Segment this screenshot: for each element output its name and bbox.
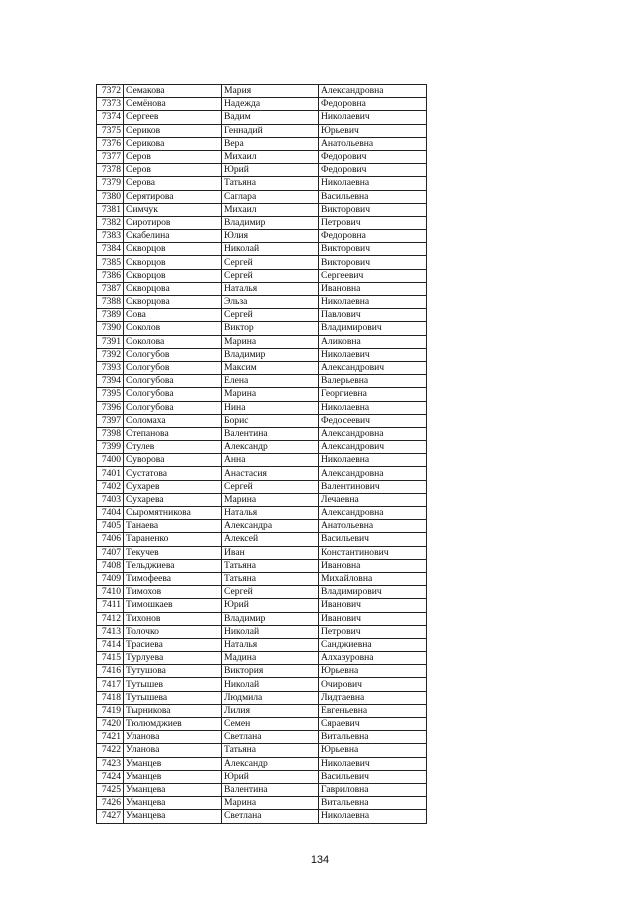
first-name-cell: Максим: [222, 361, 319, 374]
first-name-cell: Людмила: [222, 691, 319, 704]
table-row: [97, 375, 427, 388]
patronymic-cell: Анатольевна: [319, 137, 427, 150]
patronymic-cell: Михайловна: [319, 572, 427, 585]
last-name-cell: Стулев: [124, 441, 222, 454]
last-name-cell: Тырникова: [124, 704, 222, 717]
patronymic-cell: Георгиевна: [319, 388, 427, 401]
first-name-cell: Мария: [222, 85, 319, 98]
first-name-cell: Сергей: [222, 480, 319, 493]
table-row: [97, 507, 427, 520]
row-number-cell: 7425: [97, 783, 124, 796]
first-name-cell: Светлана: [222, 810, 319, 823]
row-number-cell: 7372: [97, 85, 124, 98]
patronymic-cell: Александрович: [319, 361, 427, 374]
row-number-cell: 7417: [97, 678, 124, 691]
first-name-cell: Юрий: [222, 599, 319, 612]
row-number-cell: 7398: [97, 427, 124, 440]
first-name-cell: Марина: [222, 335, 319, 348]
first-name-cell: Владимир: [222, 612, 319, 625]
first-name-cell: Александра: [222, 520, 319, 533]
patronymic-cell: Петрович: [319, 625, 427, 638]
patronymic-cell: Владимирович: [319, 322, 427, 335]
last-name-cell: Турлуева: [124, 652, 222, 665]
patronymic-cell: Петрович: [319, 216, 427, 229]
table-row: [97, 665, 427, 678]
patronymic-cell: Сергеевич: [319, 269, 427, 282]
row-number-cell: 7405: [97, 520, 124, 533]
row-number-cell: 7394: [97, 375, 124, 388]
first-name-cell: Наталья: [222, 638, 319, 651]
last-name-cell: Степанова: [124, 427, 222, 440]
patronymic-cell: Витальевна: [319, 797, 427, 810]
last-name-cell: Суворова: [124, 454, 222, 467]
last-name-cell: Тутышева: [124, 691, 222, 704]
table-row: [97, 203, 427, 216]
patronymic-cell: Витальевна: [319, 731, 427, 744]
last-name-cell: Скворцов: [124, 243, 222, 256]
patronymic-cell: Викторович: [319, 203, 427, 216]
patronymic-cell: Николаевич: [319, 348, 427, 361]
patronymic-cell: Александровна: [319, 507, 427, 520]
patronymic-cell: Евгеньевна: [319, 704, 427, 717]
last-name-cell: Сологубов: [124, 361, 222, 374]
last-name-cell: Уланова: [124, 744, 222, 757]
row-number-cell: 7415: [97, 652, 124, 665]
last-name-cell: Тутышев: [124, 678, 222, 691]
table-row: [97, 625, 427, 638]
first-name-cell: Анастасия: [222, 467, 319, 480]
first-name-cell: Борис: [222, 414, 319, 427]
table-row: [97, 520, 427, 533]
last-name-cell: Сыромятникова: [124, 507, 222, 520]
table-row: [97, 256, 427, 269]
patronymic-cell: Анатольевна: [319, 520, 427, 533]
patronymic-cell: Николаевич: [319, 111, 427, 124]
row-number-cell: 7409: [97, 572, 124, 585]
table-row: [97, 757, 427, 770]
last-name-cell: Соколова: [124, 335, 222, 348]
table-row: [97, 718, 427, 731]
table-row: [97, 427, 427, 440]
row-number-cell: 7388: [97, 296, 124, 309]
row-number-cell: 7407: [97, 546, 124, 559]
first-name-cell: Сергей: [222, 309, 319, 322]
patronymic-cell: Владимирович: [319, 586, 427, 599]
first-name-cell: Марина: [222, 493, 319, 506]
last-name-cell: Трасиева: [124, 638, 222, 651]
table-row: [97, 401, 427, 414]
row-number-cell: 7377: [97, 150, 124, 163]
last-name-cell: Уланова: [124, 731, 222, 744]
first-name-cell: Анна: [222, 454, 319, 467]
patronymic-cell: Ивановна: [319, 282, 427, 295]
row-number-cell: 7413: [97, 625, 124, 638]
first-name-cell: Геннадий: [222, 124, 319, 137]
row-number-cell: 7418: [97, 691, 124, 704]
table-row: [97, 546, 427, 559]
last-name-cell: Соколов: [124, 322, 222, 335]
last-name-cell: Семёнова: [124, 98, 222, 111]
first-name-cell: Николай: [222, 678, 319, 691]
table-row: [97, 691, 427, 704]
first-name-cell: Нина: [222, 401, 319, 414]
table-row: [97, 348, 427, 361]
row-number-cell: 7383: [97, 230, 124, 243]
first-name-cell: Сергей: [222, 269, 319, 282]
row-number-cell: 7402: [97, 480, 124, 493]
patronymic-cell: Александрович: [319, 441, 427, 454]
table-row: [97, 296, 427, 309]
row-number-cell: 7375: [97, 124, 124, 137]
row-number-cell: 7389: [97, 309, 124, 322]
row-number-cell: 7416: [97, 665, 124, 678]
last-name-cell: Сологубова: [124, 388, 222, 401]
patronymic-cell: Юрьевна: [319, 744, 427, 757]
table-row: [97, 783, 427, 796]
patronymic-cell: Ивановна: [319, 559, 427, 572]
last-name-cell: Тимофеева: [124, 572, 222, 585]
table-row: [97, 704, 427, 717]
row-number-cell: 7385: [97, 256, 124, 269]
row-number-cell: 7387: [97, 282, 124, 295]
last-name-cell: Серова: [124, 177, 222, 190]
last-name-cell: Сериков: [124, 124, 222, 137]
first-name-cell: Михаил: [222, 203, 319, 216]
patronymic-cell: Николаевна: [319, 401, 427, 414]
row-number-cell: 7397: [97, 414, 124, 427]
row-number-cell: 7379: [97, 177, 124, 190]
first-name-cell: Елена: [222, 375, 319, 388]
first-name-cell: Надежда: [222, 98, 319, 111]
row-number-cell: 7396: [97, 401, 124, 414]
table-row: [97, 269, 427, 282]
row-number-cell: 7399: [97, 441, 124, 454]
last-name-cell: Тельджиева: [124, 559, 222, 572]
row-number-cell: 7406: [97, 533, 124, 546]
first-name-cell: Марина: [222, 388, 319, 401]
table-row: [97, 322, 427, 335]
last-name-cell: Сергеев: [124, 111, 222, 124]
last-name-cell: Сиротиров: [124, 216, 222, 229]
table-row: [97, 414, 427, 427]
last-name-cell: Тимохов: [124, 586, 222, 599]
table-row: [97, 124, 427, 137]
last-name-cell: Тимошкаев: [124, 599, 222, 612]
table-row: [97, 467, 427, 480]
first-name-cell: Татьяна: [222, 572, 319, 585]
row-number-cell: 7403: [97, 493, 124, 506]
first-name-cell: Мадина: [222, 652, 319, 665]
table-row: [97, 335, 427, 348]
patronymic-cell: Гавриловна: [319, 783, 427, 796]
patronymic-cell: Александровна: [319, 427, 427, 440]
row-number-cell: 7426: [97, 797, 124, 810]
table-row: [97, 137, 427, 150]
patronymic-cell: Николаевна: [319, 177, 427, 190]
row-number-cell: 7373: [97, 98, 124, 111]
table-row: [97, 770, 427, 783]
last-name-cell: Уманцева: [124, 797, 222, 810]
first-name-cell: Эльза: [222, 296, 319, 309]
row-number-cell: 7378: [97, 164, 124, 177]
first-name-cell: Татьяна: [222, 744, 319, 757]
table-row: [97, 309, 427, 322]
patronymic-cell: Федорович: [319, 150, 427, 163]
first-name-cell: Марина: [222, 797, 319, 810]
row-number-cell: 7380: [97, 190, 124, 203]
first-name-cell: Семен: [222, 718, 319, 731]
first-name-cell: Лилия: [222, 704, 319, 717]
row-number-cell: 7414: [97, 638, 124, 651]
first-name-cell: Юрий: [222, 164, 319, 177]
first-name-cell: Валентина: [222, 783, 319, 796]
patronymic-cell: Аликовна: [319, 335, 427, 348]
first-name-cell: Валентина: [222, 427, 319, 440]
patronymic-cell: Очирович: [319, 678, 427, 691]
first-name-cell: Сергей: [222, 586, 319, 599]
last-name-cell: Сологубова: [124, 401, 222, 414]
table-row: [97, 177, 427, 190]
first-name-cell: Николай: [222, 625, 319, 638]
row-number-cell: 7427: [97, 810, 124, 823]
table-row: [97, 810, 427, 823]
row-number-cell: 7400: [97, 454, 124, 467]
row-number-cell: 7423: [97, 757, 124, 770]
last-name-cell: Сологубова: [124, 375, 222, 388]
patronymic-cell: Валерьевна: [319, 375, 427, 388]
table-row: [97, 599, 427, 612]
last-name-cell: Уманцев: [124, 770, 222, 783]
patronymic-cell: Санджиевна: [319, 638, 427, 651]
last-name-cell: Танаева: [124, 520, 222, 533]
patronymic-cell: Николаевна: [319, 296, 427, 309]
patronymic-cell: Александровна: [319, 467, 427, 480]
first-name-cell: Виктор: [222, 322, 319, 335]
table-row: [97, 731, 427, 744]
patronymic-cell: Юрьевна: [319, 665, 427, 678]
table-row: [97, 111, 427, 124]
first-name-cell: Александр: [222, 441, 319, 454]
first-name-cell: Иван: [222, 546, 319, 559]
last-name-cell: Серов: [124, 164, 222, 177]
first-name-cell: Наталья: [222, 507, 319, 520]
row-number-cell: 7392: [97, 348, 124, 361]
patronymic-cell: Лидтаевна: [319, 691, 427, 704]
patronymic-cell: Николаевна: [319, 810, 427, 823]
patronymic-cell: Константинович: [319, 546, 427, 559]
table-row: [97, 388, 427, 401]
patronymic-cell: Алхазуровна: [319, 652, 427, 665]
row-number-cell: 7421: [97, 731, 124, 744]
table-row: [97, 190, 427, 203]
row-number-cell: 7422: [97, 744, 124, 757]
last-name-cell: Серикова: [124, 137, 222, 150]
patronymic-cell: Васильевич: [319, 770, 427, 783]
patronymic-cell: Федорович: [319, 164, 427, 177]
table-row: [97, 586, 427, 599]
table-row: [97, 480, 427, 493]
patronymic-cell: Федоровна: [319, 230, 427, 243]
last-name-cell: Сустатова: [124, 467, 222, 480]
row-number-cell: 7411: [97, 599, 124, 612]
last-name-cell: Тихонов: [124, 612, 222, 625]
table-row: [97, 243, 427, 256]
last-name-cell: Уманцева: [124, 783, 222, 796]
last-name-cell: Семакова: [124, 85, 222, 98]
first-name-cell: Виктория: [222, 665, 319, 678]
last-name-cell: Соломаха: [124, 414, 222, 427]
patronymic-cell: Лечаевна: [319, 493, 427, 506]
last-name-cell: Скворцова: [124, 282, 222, 295]
patronymic-cell: Иванович: [319, 612, 427, 625]
first-name-cell: Алексей: [222, 533, 319, 546]
first-name-cell: Наталья: [222, 282, 319, 295]
first-name-cell: Татьяна: [222, 177, 319, 190]
table-row: [97, 164, 427, 177]
row-number-cell: 7408: [97, 559, 124, 572]
last-name-cell: Сухарева: [124, 493, 222, 506]
row-number-cell: 7386: [97, 269, 124, 282]
page-number: 134: [310, 854, 330, 866]
patronymic-cell: Валентинович: [319, 480, 427, 493]
table-row: [97, 361, 427, 374]
first-name-cell: Юлия: [222, 230, 319, 243]
table-row: [97, 85, 427, 98]
row-number-cell: 7384: [97, 243, 124, 256]
row-number-cell: 7393: [97, 361, 124, 374]
last-name-cell: Сухарев: [124, 480, 222, 493]
names-table-body: [97, 85, 427, 824]
patronymic-cell: Николаевна: [319, 454, 427, 467]
row-number-cell: 7410: [97, 586, 124, 599]
first-name-cell: Светлана: [222, 731, 319, 744]
last-name-cell: Скворцов: [124, 256, 222, 269]
first-name-cell: Юрий: [222, 770, 319, 783]
patronymic-cell: Васильевич: [319, 533, 427, 546]
row-number-cell: 7404: [97, 507, 124, 520]
first-name-cell: Владимир: [222, 348, 319, 361]
row-number-cell: 7424: [97, 770, 124, 783]
table-row: [97, 572, 427, 585]
last-name-cell: Сова: [124, 309, 222, 322]
table-row: [97, 98, 427, 111]
patronymic-cell: Юрьевич: [319, 124, 427, 137]
row-number-cell: 7382: [97, 216, 124, 229]
first-name-cell: Александр: [222, 757, 319, 770]
last-name-cell: Уманцева: [124, 810, 222, 823]
last-name-cell: Текучев: [124, 546, 222, 559]
table-row: [97, 150, 427, 163]
table-row: [97, 797, 427, 810]
table-row: [97, 678, 427, 691]
patronymic-cell: Викторович: [319, 243, 427, 256]
patronymic-cell: Сяраевич: [319, 718, 427, 731]
table-row: [97, 216, 427, 229]
table-row: [97, 454, 427, 467]
last-name-cell: Скворцов: [124, 269, 222, 282]
row-number-cell: 7412: [97, 612, 124, 625]
first-name-cell: Вадим: [222, 111, 319, 124]
patronymic-cell: Васильевна: [319, 190, 427, 203]
row-number-cell: 7376: [97, 137, 124, 150]
row-number-cell: 7395: [97, 388, 124, 401]
row-number-cell: 7419: [97, 704, 124, 717]
row-number-cell: 7390: [97, 322, 124, 335]
last-name-cell: Уманцев: [124, 757, 222, 770]
table-row: [97, 744, 427, 757]
patronymic-cell: Федосеевич: [319, 414, 427, 427]
table-row: [97, 612, 427, 625]
table-row: [97, 230, 427, 243]
names-table: [96, 84, 427, 824]
last-name-cell: Скабелина: [124, 230, 222, 243]
row-number-cell: 7420: [97, 718, 124, 731]
patronymic-cell: Павлович: [319, 309, 427, 322]
last-name-cell: Тутушова: [124, 665, 222, 678]
row-number-cell: 7374: [97, 111, 124, 124]
table-row: [97, 282, 427, 295]
table-row: [97, 559, 427, 572]
row-number-cell: 7401: [97, 467, 124, 480]
first-name-cell: Сергей: [222, 256, 319, 269]
patronymic-cell: Викторович: [319, 256, 427, 269]
first-name-cell: Владимир: [222, 216, 319, 229]
last-name-cell: Скворцова: [124, 296, 222, 309]
row-number-cell: 7381: [97, 203, 124, 216]
patronymic-cell: Александровна: [319, 85, 427, 98]
table-row: [97, 533, 427, 546]
first-name-cell: Николай: [222, 243, 319, 256]
last-name-cell: Серов: [124, 150, 222, 163]
last-name-cell: Сологубов: [124, 348, 222, 361]
first-name-cell: Вера: [222, 137, 319, 150]
table-row: [97, 441, 427, 454]
last-name-cell: Симчук: [124, 203, 222, 216]
first-name-cell: Татьяна: [222, 559, 319, 572]
last-name-cell: Серятирова: [124, 190, 222, 203]
last-name-cell: Тюлюмджиев: [124, 718, 222, 731]
last-name-cell: Толочко: [124, 625, 222, 638]
table-row: [97, 493, 427, 506]
patronymic-cell: Федоровна: [319, 98, 427, 111]
patronymic-cell: Николаевич: [319, 757, 427, 770]
row-number-cell: 7391: [97, 335, 124, 348]
first-name-cell: Саглара: [222, 190, 319, 203]
first-name-cell: Михаил: [222, 150, 319, 163]
table-row: [97, 652, 427, 665]
table-row: [97, 638, 427, 651]
patronymic-cell: Иванович: [319, 599, 427, 612]
last-name-cell: Тараненко: [124, 533, 222, 546]
